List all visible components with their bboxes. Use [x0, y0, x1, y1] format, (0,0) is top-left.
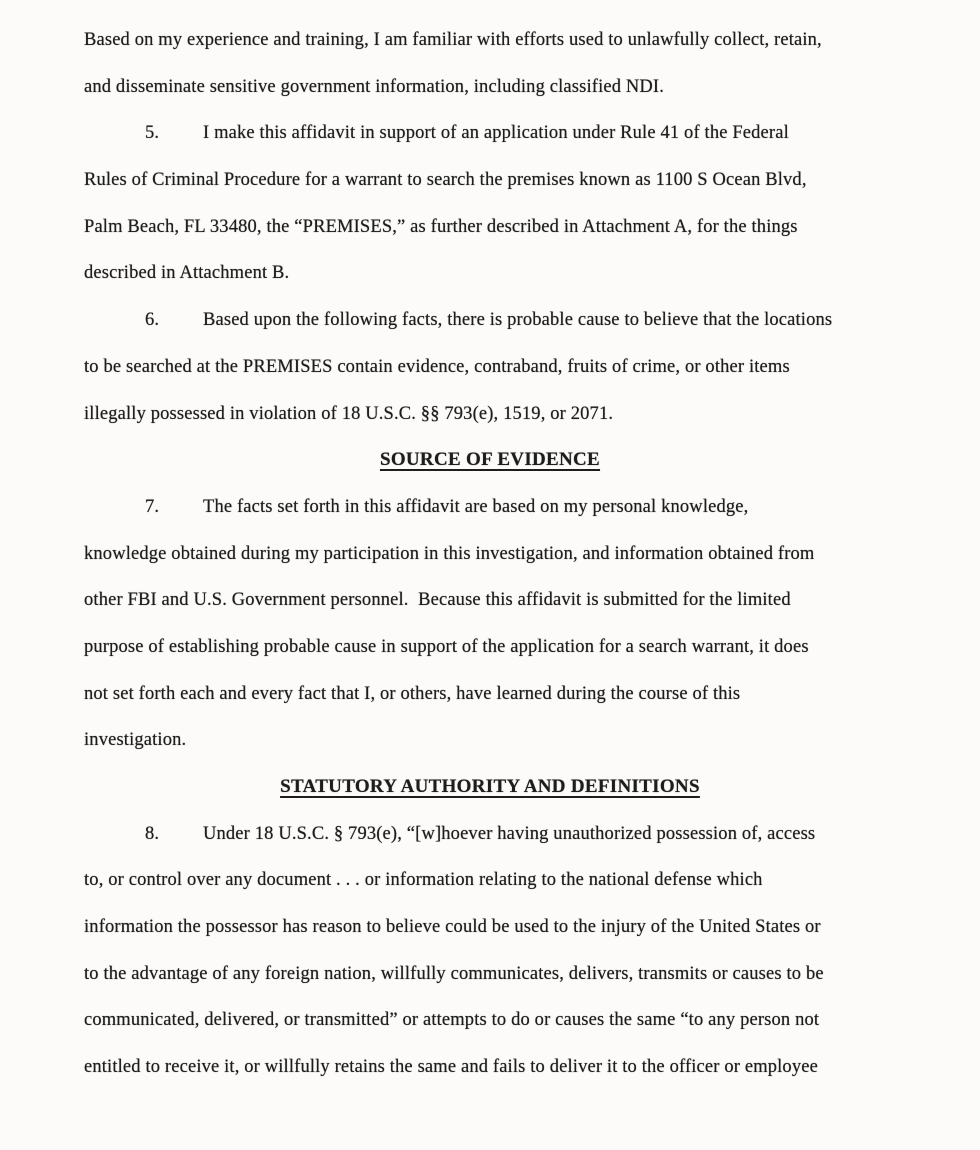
document-line: knowledge obtained during my participation in this investigation, and information obtained from: [84, 543, 815, 564]
document-line: to, or control over any document . . . or information relating to the national defense which: [84, 870, 763, 891]
document-line: to be searched at the PREMISES contain evidence, contraband, fruits of crime, or other items: [84, 356, 790, 377]
section-heading-text: STATUTORY AUTHORITY AND DEFINITIONS: [280, 776, 700, 797]
section-heading: [84, 437, 896, 484]
document-line: Based on my experience and training, I am familiar with efforts used to unlawfully collect, retain,: [84, 30, 822, 50]
document-body: [84, 17, 896, 1091]
document-line: to the advantage of any foreign nation, willfully communicates, delivers, transmits or causes to be: [84, 963, 824, 984]
section-heading: [84, 764, 896, 811]
document-line: described in Attachment B.: [84, 263, 290, 284]
paragraph-text: I make this affidavit in support of an application under Rule 41 of the Federal: [203, 123, 789, 144]
document-line: and disseminate sensitive government information, including classified NDI.: [84, 76, 664, 97]
paragraph-number: 8.: [145, 823, 160, 844]
document-line: entitled to receive it, or willfully retains the same and fails to deliver it to the officer or employee: [84, 1057, 818, 1078]
document-line: information the possessor has reason to believe could be used to the injury of the United States or: [84, 917, 821, 938]
paragraph-text: Under 18 U.S.C. § 793(e), “[w]hoever having unauthorized possession of, access: [203, 823, 816, 844]
document-line: other FBI and U.S. Government personnel. Because this affidavit is submitted for the limited: [84, 590, 791, 611]
document-line: purpose of establishing probable cause in support of the application for a search warrant, it does: [84, 636, 809, 657]
document-line: Palm Beach, FL 33480, the “PREMISES,” as further described in Attachment A, for the things: [84, 216, 798, 237]
paragraph-number: 6.: [145, 310, 160, 331]
document-line: not set forth each and every fact that I, or others, have learned during the course of this: [84, 683, 741, 704]
document-line: communicated, delivered, or transmitted” or attempts to do or causes the same “to any person not: [84, 1010, 820, 1031]
document-line: Rules of Criminal Procedure for a warrant to search the premises known as 1100 S Ocean Blvd,: [84, 170, 807, 191]
paragraph-text: The facts set forth in this affidavit are based on my personal knowledge,: [203, 496, 749, 517]
document-line: [84, 297, 896, 344]
document-line: [84, 811, 896, 858]
paragraph-number: 5.: [145, 123, 160, 144]
document-line: [84, 484, 896, 531]
document-line: investigation.: [84, 730, 187, 751]
paragraph-number: 7.: [145, 496, 160, 517]
document-line: illegally possessed in violation of 18 U.S.C. §§ 793(e), 1519, or 2071.: [84, 403, 614, 424]
paragraph-text: Based upon the following facts, there is probable cause to believe that the locations: [203, 310, 833, 331]
document-line: [84, 110, 896, 157]
section-heading-text: SOURCE OF EVIDENCE: [379, 449, 601, 471]
